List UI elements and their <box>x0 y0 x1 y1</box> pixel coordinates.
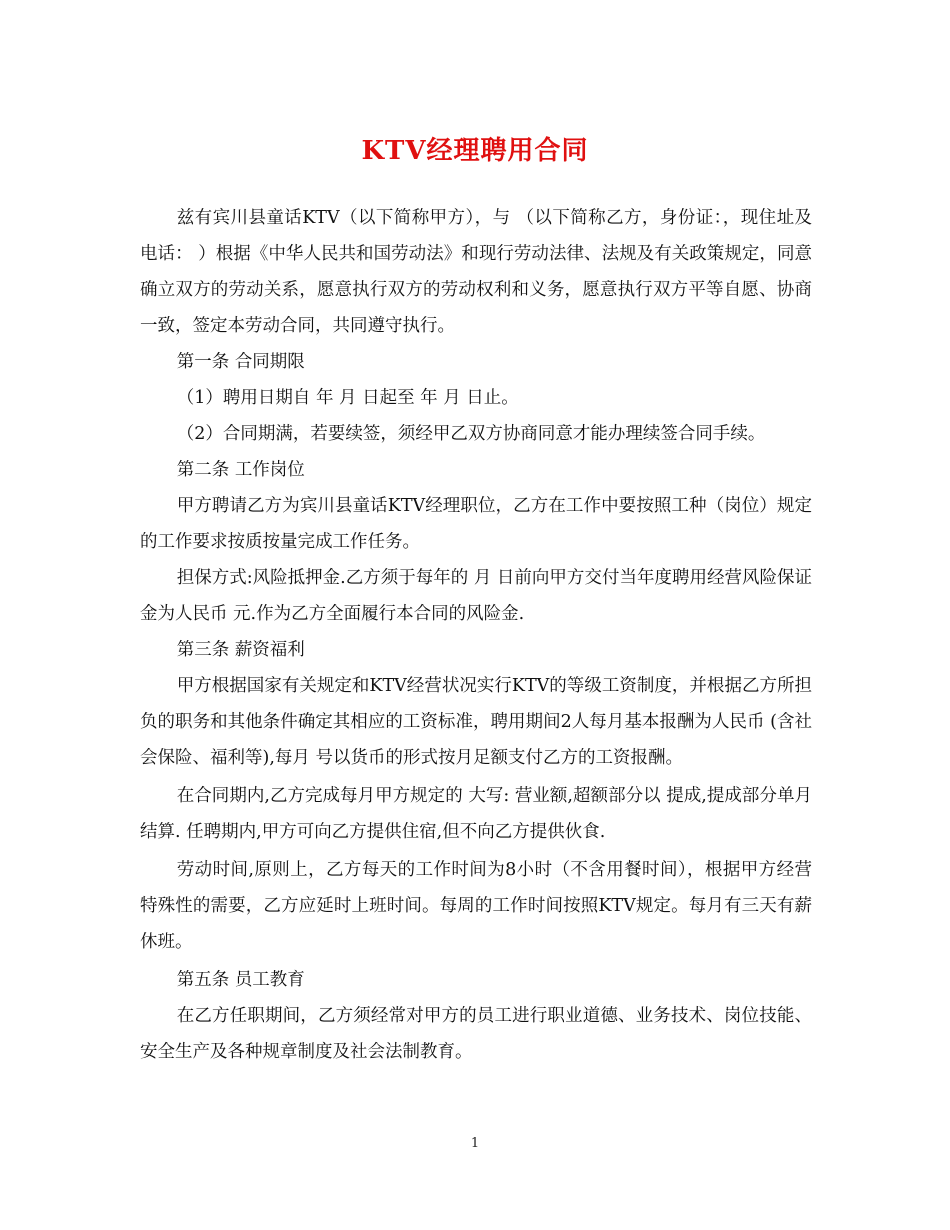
document-title: KTV经理聘用合同 <box>361 136 589 166</box>
paragraph-working-hours: 劳动时间,原则上，乙方每天的工作时间为8小时（不含用餐时间），根据甲方经营特殊性的需要，乙方应延时上班时间。每周的工作时间按照KTV规定。每月有三天有薪休班。 <box>140 860 812 952</box>
paragraph-education: 在乙方任职期间，乙方须经常对甲方的员工进行职业道德、业务技术、岗位技能、安全生产及各种规章制度及社会法制教育。 <box>140 1006 812 1062</box>
paragraph-commission: 在合同期内,乙方完成每月甲方规定的 大写: 营业额,超额部分以 提成,提成部分单月结算. 任聘期内,甲方可向乙方提供住宿,但不向乙方提供伙食. <box>140 786 812 842</box>
heading-article-2: 第二条 工作岗位 <box>176 460 305 480</box>
paragraph-position: 甲方聘请乙方为宾川县童话KTV经理职位，乙方在工作中要按照工种（岗位）规定的工作要求按质按量完成工作任务。 <box>140 496 812 552</box>
paragraph-guarantee: 担保方式:风险抵押金.乙方须于每年的 月 日前向甲方交付当年度聘用经营风险保证金为人民币 元.作为乙方全面履行本合同的风险金. <box>140 568 812 624</box>
paragraph-preamble: 兹有宾川县童话KTV（以下简称甲方），与 （以下简称乙方，身份证：，现住址及电话： ）根据《中华人民共和国劳动法》和现行劳动法律、法规及有关政策规定，同意确立双方的劳动关系，愿意执行双方的劳动权利和义务，愿意执行双方平等自愿、协商一致，签定本劳动合同，共同遵守执行。 <box>140 208 812 336</box>
heading-article-3: 第三条 薪资福利 <box>176 640 305 660</box>
page-number: 1 <box>470 1136 480 1151</box>
paragraph-salary: 甲方根据国家有关规定和KTV经营状况实行KTV的等级工资制度，并根据乙方所担负的职务和其他条件确定其相应的工资标准，聘用期间2人每月基本报酬为人民币 (含社会保险、福利等),每月 号以货币的形式按月足额支付乙方的工资报酬。 <box>140 676 812 768</box>
heading-article-5: 第五条 员工教育 <box>176 970 305 990</box>
document-body <box>140 200 812 1070</box>
paragraph-term-1: （1）聘用日期自 年 月 日起至 年 月 日止。 <box>176 388 519 408</box>
heading-article-1: 第一条 合同期限 <box>176 352 305 372</box>
paragraph-term-2: （2）合同期满，若要续签，须经甲乙双方协商同意才能办理续签合同手续。 <box>176 424 766 444</box>
